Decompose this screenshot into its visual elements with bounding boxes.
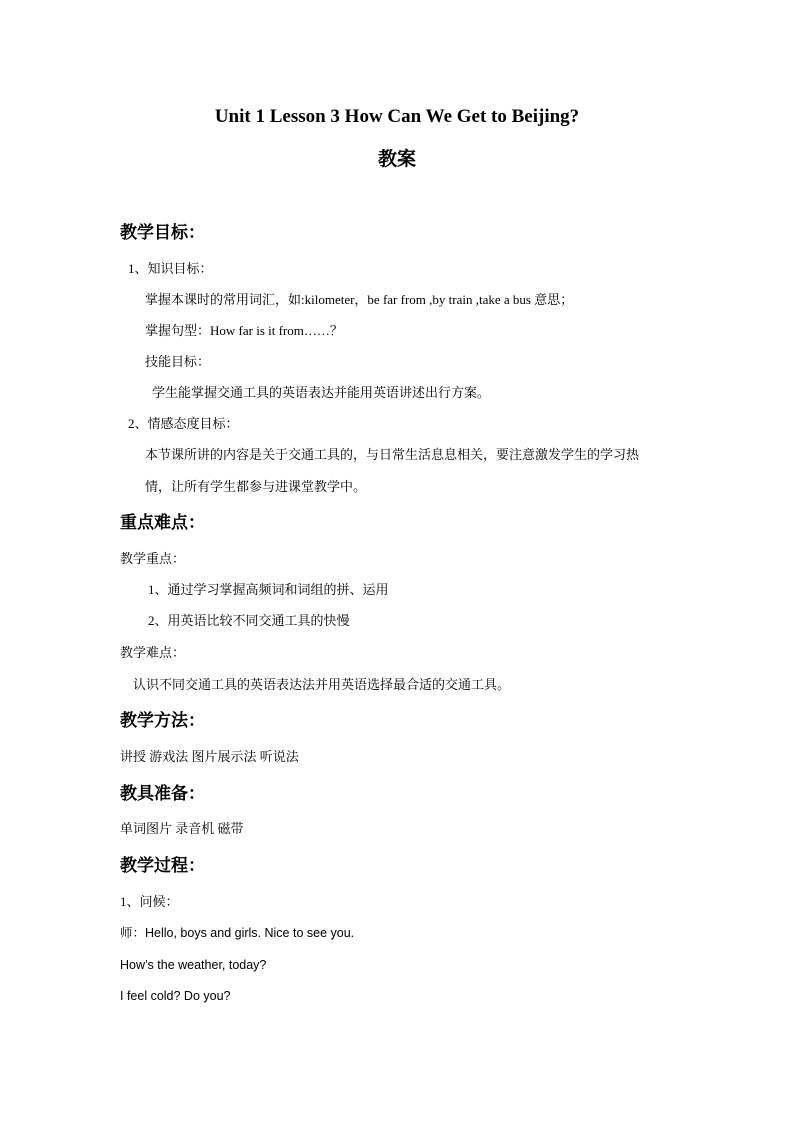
methods-heading: 教学方法： xyxy=(120,711,205,730)
methods-text: 讲授 游戏法 图片展示法 听说法 xyxy=(120,749,299,764)
materials-heading: 教具准备： xyxy=(120,784,205,803)
attitude-goal-line-2: 情，让所有学生都参与进课堂教学中。 xyxy=(145,479,367,494)
knowledge-goal-vocab: 掌握本课时的常用词汇，如:kilometer，be far from ,by train ,take a bus 意思； xyxy=(145,292,574,307)
teaching-focus-title: 教学重点： xyxy=(120,551,186,566)
document-subtitle: 教案 xyxy=(377,149,416,170)
teaching-focus-2: 2、用英语比较不同交通工具的快慢 xyxy=(148,613,350,628)
knowledge-goal-title: 1、知识目标： xyxy=(128,261,213,276)
teaching-focus-1: 1、通过学习掌握高频词和词组的拼、运用 xyxy=(148,582,389,597)
key-points-heading: 重点难点： xyxy=(120,513,205,532)
skill-goal-title: 技能目标： xyxy=(145,354,211,369)
attitude-goal-title: 2、情感态度目标： xyxy=(128,416,239,431)
objectives-heading: 教学目标： xyxy=(120,223,205,242)
process-dialogue-line-3: I feel cold? Do you? xyxy=(120,989,231,1003)
knowledge-goal-sentence: 掌握句型：How far is it from……？ xyxy=(145,323,343,338)
teaching-difficulty-title: 教学难点： xyxy=(120,645,186,660)
document-title: Unit 1 Lesson 3 How Can We Get to Beijing? xyxy=(214,106,580,127)
process-step-1: 1、问候： xyxy=(120,894,179,909)
materials-text: 单词图片 录音机 磁带 xyxy=(120,821,244,836)
process-dialogue-line-2: How’s the weather, today? xyxy=(120,958,267,972)
attitude-goal-line-1: 本节课所讲的内容是关于交通工具的，与日常生活息息相关，要注意激发学生的学习热 xyxy=(145,447,640,462)
skill-goal-text: 学生能掌握交通工具的英语表达并能用英语讲述出行方案。 xyxy=(152,385,491,400)
teaching-difficulty-text: 认识不同交通工具的英语表达法并用英语选择最合适的交通工具。 xyxy=(133,677,511,692)
process-heading: 教学过程： xyxy=(120,856,205,875)
process-dialogue-line-1: 师：Hello, boys and girls. Nice to see you. xyxy=(120,926,355,940)
